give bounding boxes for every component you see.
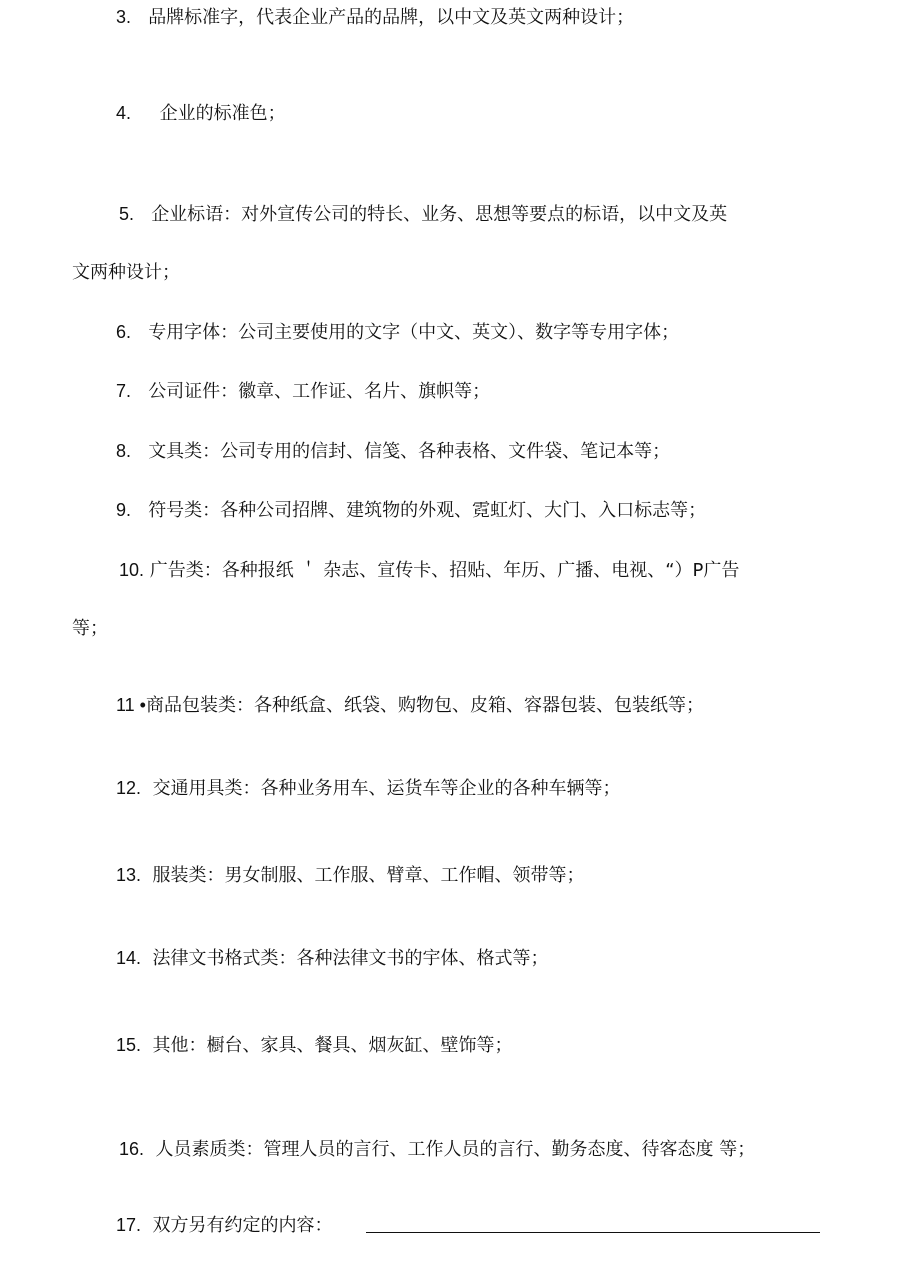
- item-number: 17.: [116, 1215, 142, 1235]
- item-text: 广告类：各种报纸 ＇ 杂志、宣传卡、招贴、年历、广播、电视、“）P广告: [149, 560, 740, 581]
- item-text: 双方另有约定的内容：: [152, 1215, 333, 1236]
- item-number: 4.: [116, 103, 132, 123]
- item-text-continuation: 等；: [72, 618, 108, 639]
- item-number: 16.: [119, 1139, 145, 1159]
- item-text: 人员素质类：管理人员的言行、工作人员的言行、勤务态度、待客态度 等；: [155, 1139, 756, 1160]
- item-number: 3.: [116, 7, 132, 27]
- item-number: 13.: [116, 865, 142, 885]
- item-number: 14.: [116, 948, 142, 968]
- list-item-4: [116, 101, 286, 126]
- item-text: 服装类：男女制服、工作服、臂章、工作帽、领带等；: [152, 865, 585, 886]
- list-item-9: [116, 498, 706, 523]
- item-text: 文具类：公司专用的信封、信笺、各种表格、文件袋、笔记本等；: [148, 441, 671, 462]
- item-text: 企业的标准色；: [159, 103, 286, 124]
- item-text: 法律文书格式类：各种法律文书的宇体、格式等；: [152, 948, 549, 969]
- list-item-12: [116, 776, 620, 801]
- list-item-6: [116, 320, 679, 345]
- item-text-continuation: 文两种设计；: [72, 262, 180, 283]
- list-item-17: [116, 1213, 332, 1238]
- list-item-15: [116, 1033, 512, 1058]
- list-item-10: [119, 558, 739, 583]
- list-item-14: [116, 946, 548, 971]
- item-number: 15.: [116, 1035, 142, 1055]
- item-text: 交通用具类：各种业务用车、运货车等企业的各种车辆等；: [152, 778, 621, 799]
- list-item-8: [116, 439, 670, 464]
- item-text: 品牌标准字，代表企业产品的品牌，以中文及英文两种设计；: [148, 7, 635, 28]
- item-number: 6.: [116, 322, 132, 342]
- item-number: 11 •: [116, 695, 146, 715]
- list-item-11: [116, 693, 704, 718]
- item-number: 12.: [116, 778, 142, 798]
- item-text: 其他：橱台、家具、餐具、烟灰缸、壁饰等；: [152, 1035, 513, 1056]
- item-text: 商品包装类：各种纸盒、纸袋、购物包、皮箱、容器包装、包装纸等；: [146, 695, 704, 716]
- list-item-5-continuation: [72, 261, 180, 285]
- item-text: 公司证件：徽章、工作证、名片、旗帜等；: [148, 381, 491, 402]
- list-item-10-continuation: [72, 617, 108, 641]
- item-text: 专用字体：公司主要使用的文字（中文、英文）、数字等专用字体；: [148, 322, 680, 343]
- fill-in-blank-line: [366, 1232, 820, 1233]
- item-number: 5.: [119, 204, 135, 224]
- item-number: 8.: [116, 441, 132, 461]
- item-text: 企业标语：对外宣传公司的特长、业务、思想等要点的标语，以中文及英: [151, 204, 728, 225]
- item-number: 7.: [116, 381, 132, 401]
- item-text: 符号类：各种公司招牌、建筑物的外观、霓虹灯、大门、入口标志等；: [148, 500, 707, 521]
- list-item-7: [116, 379, 490, 404]
- list-item-16: [119, 1137, 755, 1162]
- list-item-3: [116, 5, 634, 30]
- list-item-13: [116, 863, 584, 888]
- list-item-5: [119, 202, 727, 227]
- item-number: 9.: [116, 500, 132, 520]
- item-number: 10.: [119, 560, 145, 580]
